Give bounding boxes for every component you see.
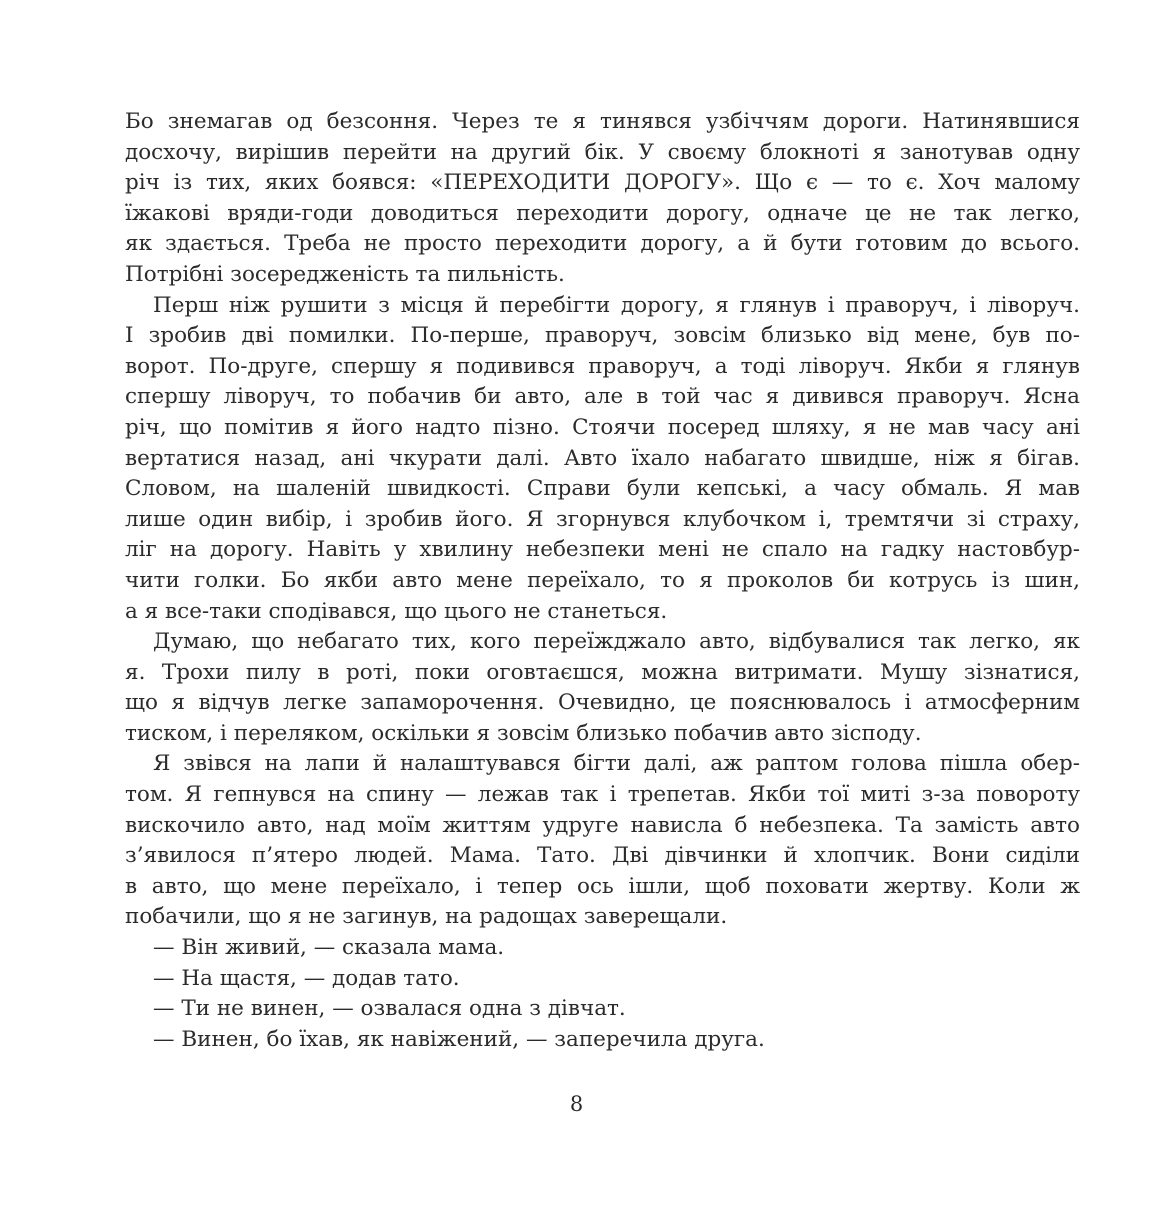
text-line: лише один вибір, і зробив його. Я згорнувся клубочком і, тремтячи зі страху, bbox=[125, 506, 1080, 532]
paragraph-2 bbox=[125, 291, 1080, 628]
dialogue-line-3 bbox=[125, 994, 1080, 1025]
dialogue-line-2 bbox=[125, 964, 1080, 995]
text-line: Бо знемагав од безсоння. Через те я тинявся узбіччям дороги. Натинявшися bbox=[125, 109, 1080, 134]
text-line: — Ти не винен, — озвалася одна з дівчат. bbox=[153, 996, 626, 1022]
text-line: як здається. Треба не просто переходити дорогу, а й бути готовим до всього. bbox=[125, 231, 1080, 257]
text-line: тиском, і переляком, оскільки я зовсім близько побачив авто зісподу. bbox=[125, 720, 922, 746]
dialogue-line-4 bbox=[125, 1025, 1080, 1056]
text-line: том. Я гепнувся на спину — лежав так і трепетав. Якби тої миті з-за повороту bbox=[125, 782, 1080, 808]
text-line: я. Трохи пилу в роті, поки оговтаєшся, можна витримати. Мушу зізнатися, bbox=[125, 659, 1080, 685]
paragraph-3 bbox=[125, 627, 1080, 749]
text-line: І зробив дві помилки. По-перше, праворуч, зовсім близько від мене, був по- bbox=[125, 323, 1080, 349]
text-line: спершу ліворуч, то побачив би авто, але в той час я дивився праворуч. Ясна bbox=[125, 384, 1080, 410]
paragraph-1 bbox=[125, 107, 1080, 291]
text-line: ліг на дорогу. Навіть у хвилину небезпеки мені не спало на гадку настовбур- bbox=[125, 537, 1080, 563]
text-line: — Винен, бо їхав, як навіжений, — заперечила друга. bbox=[153, 1026, 765, 1052]
page-number: 8 bbox=[569, 1092, 584, 1116]
text-line: в авто, що мене переїхало, і тепер ось ішли, щоб поховати жертву. Коли ж bbox=[125, 873, 1080, 899]
text-line: Перш ніж рушити з місця й перебігти дорогу, я глянув і праворуч, і ліворуч. bbox=[153, 292, 1080, 318]
text-line: річ із тих, яких боявся: «ПЕРЕХОДИТИ ДОРОГУ». Що є — то є. Хоч малому bbox=[125, 170, 1080, 196]
text-line: з’явилося п’ятеро людей. Мама. Тато. Дві дівчинки й хлопчик. Вони сиділи bbox=[125, 843, 1080, 869]
text-line: Я звівся на лапи й налаштувався бігти далі, аж раптом голова пішла обер- bbox=[153, 751, 1080, 777]
text-line: побачили, що я не загинув, на радощах заверещали. bbox=[125, 904, 728, 930]
paragraph-4 bbox=[125, 749, 1080, 933]
text-line: досхочу, вирішив перейти на другий бік. У своєму блокноті я занотував одну bbox=[125, 139, 1080, 165]
text-line: Словом, на шаленій швидкості. Справи були кепські, а часу обмаль. Я мав bbox=[125, 476, 1080, 502]
text-line: а я все-таки сподівався, що цього не станеться. bbox=[125, 598, 668, 624]
text-line: вискочило авто, над моїм життям удруге нависла б небезпека. Та замість авто bbox=[125, 812, 1080, 838]
text-line: — На щастя, — додав тато. bbox=[153, 965, 460, 991]
text-line: вертатися назад, ані чкурати далі. Авто їхало набагато швидше, ніж я бігав. bbox=[125, 445, 1080, 471]
text-line: — Він живий, — сказала мама. bbox=[153, 935, 505, 961]
text-line: чити голки. Бо якби авто мене переїхало, то я проколов би котрусь із шин, bbox=[125, 567, 1080, 593]
dialogue-line-1 bbox=[125, 933, 1080, 964]
body-text bbox=[125, 107, 1080, 1055]
text-line: їжакові вряди-годи доводиться переходити дорогу, одначе це не так легко, bbox=[125, 200, 1080, 226]
text-line: Думаю, що небагато тих, кого переїжджало авто, відбувалися так легко, як bbox=[153, 629, 1080, 655]
text-line: що я відчув легке запаморочення. Очевидно, це пояснювалось і атмосферним bbox=[125, 690, 1080, 716]
text-line: річ, що помітив я його надто пізно. Стоячи посеред шляху, я не мав часу ані bbox=[125, 414, 1080, 440]
text-line: ворот. По-друге, спершу я подивився праворуч, а тоді ліворуч. Якби я глянув bbox=[125, 353, 1080, 379]
text-line: Потрібні зосередженість та пильність. bbox=[125, 261, 565, 287]
